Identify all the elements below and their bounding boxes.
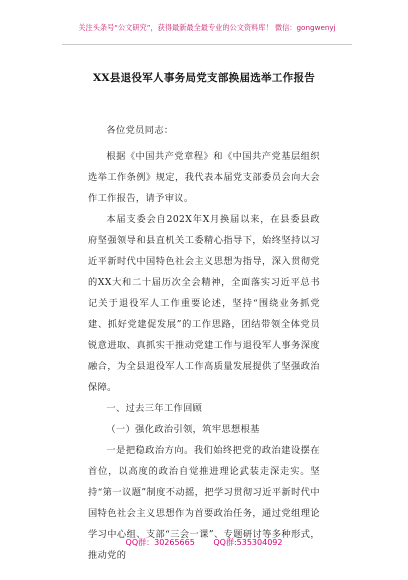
banner-divider [62, 44, 352, 45]
salutation: 各位党员同志： [106, 125, 174, 136]
subsection-heading: （一）强化政治引领，筑牢思想根基 [106, 424, 260, 435]
body-paragraph: 一是把稳政治方向。我们始终把党的政治建设摆在首位，以高度的政治自觉推进理论武装走深走实。坚持“第一议题”制度不动摇，把学习贯彻习近平新时代中国特色社会主义思想作为首要政治任务，通过党组理论学习中心组、支部“三会一课”、专题研讨等多种形式，推动党的 [88, 445, 320, 561]
paragraph-1: 根据《中国共产党章程》和《中国共产党基层组织选举工作条例》规定，我代表本届党支部委员会向大会作工作报告，请予审议。 [88, 151, 320, 204]
paragraph-2: 本届支委会自202X年X月换届以来，在县委县政府坚强领导和县直机关工委精心指导下，始终坚持以习近平新时代中国特色社会主义思想为指导，深入贯彻党的XX大和二十届历次全会精神，全面落实习近平总书记关于退役军人工作重要论述，坚持“围绕业务抓党建、抓好党建促发展”的工作思路，团结带领全体党员锐意进取、真抓实干推动党建工作与退役军人事务深度融合，为全县退役军人工作高质量发展提供了坚强政治保障。 [88, 214, 320, 393]
footer-qq-1: QQ群：30265665 [125, 538, 195, 547]
document-body [88, 120, 320, 566]
footer-qq-2: QQ群:535304092 [213, 538, 283, 547]
section-heading: 一、过去三年工作回顾 [106, 403, 203, 414]
footer [0, 537, 408, 548]
top-banner: 关注头条号“公文研究”，获得最新最全最专业的公文资料库！ 微信：gongwenyj [78, 23, 336, 32]
document-title: XX县退役军人事务局党支部换届选举工作报告 [92, 72, 316, 84]
